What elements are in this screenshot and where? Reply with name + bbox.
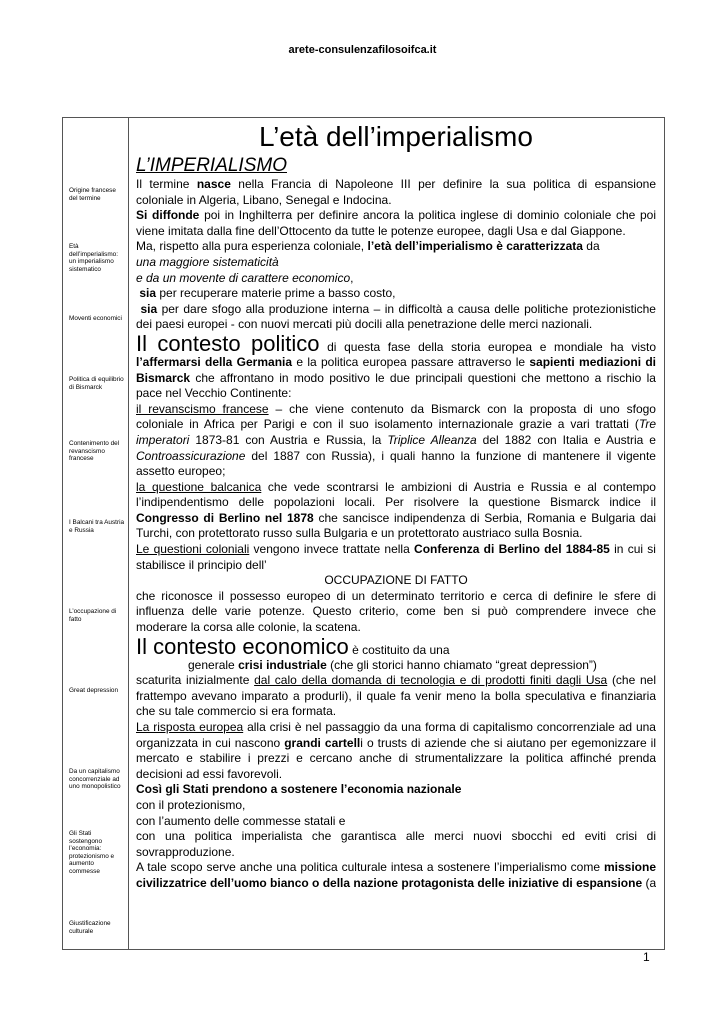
paragraph-line: Le questioni coloniali vengono invece trattate nella Conferenza di Berlino del 1884-85 in cui si [136, 542, 656, 557]
paragraph-line: e da un movente di carattere economico, [136, 270, 354, 285]
paragraph-line: con l’aumento delle commesse statali e [136, 813, 346, 828]
paragraph-line: pace nel Vecchio Continente: [136, 386, 292, 401]
paragraph-line: dei paesi europei - con nuovi mercati più docili alla penetrazione delle merci nazionali. [136, 317, 593, 332]
section-heading-line: Il contesto politico di questa fase della storia europea e mondiale ha visto [136, 332, 656, 355]
page-title: L’età dell’imperialismo [259, 121, 533, 152]
paragraph-line: coloniale in Algeria, Libano, Senegal e Indocina. [136, 192, 392, 207]
paragraph-line: stabilisce il principio dell’ [136, 557, 267, 572]
note-politica-equilibrio: Politica di equilibrio di Bismarck [69, 376, 124, 391]
paragraph-line: La risposta europea alla crisi è nel passaggio da una forma di capitalismo concorrenziale ad una [136, 720, 656, 734]
note-revanscismo: Contenimento del revanscismo francese [69, 440, 120, 463]
paragraph-line: Ma, rispetto alla pura esperienza coloniale, l’età dell’imperialismo è caratterizzata da [136, 239, 600, 254]
note-balcani: I Balcani tra Austria e Russia [69, 519, 125, 534]
note-origine: Origine francese del termine [69, 187, 116, 202]
paragraph-line: organizzata in cui nascono grandi cartelli o trusts di aziende che si aiutano per egemonizzare il [136, 735, 656, 750]
paragraph-line: con il protezionismo, [136, 797, 246, 812]
paragraph-line: influenza delle varie potenze. Questo criterio, come ben si può comprendere invece che [136, 604, 656, 619]
margin-divider [128, 118, 129, 949]
page-number: 1 [643, 950, 650, 964]
paragraph-line: scaturita inizialmente dal calo della domanda di tecnologia e di prodotti finiti dagli Usa (che nel [136, 673, 656, 688]
paragraph-line: la questione balcanica che vede scontrarsi le ambizioni di Austria e Russia e al contempo [136, 479, 656, 494]
paragraph-line: Bismarck che affrontano in modo positivo le due principali questioni che mettono a rischio la [136, 370, 656, 385]
paragraph-line: Così gli Stati prendono a sostenere l’economia nazionale [136, 782, 462, 797]
note-great-depression: Great depression [69, 687, 119, 694]
paragraph-line: sovrapproduzione. [136, 844, 235, 859]
paragraph-line: moderare la corsa alle colonie, la scatena. [136, 620, 361, 635]
paragraph-line: coloniale in Africa per Parigi e con il suo isolamento internazionale grazie a vari trattati (Tre [136, 417, 656, 432]
paragraph-line: Si diffonde poi in Inghilterra per definire ancora la politica inglese di dominio coloniale che poi [136, 208, 656, 223]
paragraph-line: viene imitata dalla fine dell’Ottocento da tutte le potenze europee, dagli Usa e dal Giappone. [136, 223, 626, 238]
paragraph-line: imperatori 1873-81 con Austria e Russia, la Triplice Alleanza del 1882 con Italia e Austria e [136, 432, 656, 447]
paragraph-line: Controassicurazione del 1887 con Russia), i quali hanno la funzione di mantenere il vigente [136, 448, 656, 463]
note-capitalismo: Da un capitalismo concorrenziale ad uno monopolistico [69, 768, 121, 791]
paragraph-line: assetto europeo; [136, 464, 226, 479]
paragraph-line: Congresso di Berlino nel 1878 che sancisce indipendenza di Serbia, Romania e Bulgaria dai [136, 510, 656, 525]
paragraph-line: mercato e stabilire i prezzi e cercano anche di strumentalizzare la politica affinché prenda [136, 751, 656, 766]
paragraph-line: Il termine nasce nella Francia di Napoleone III per definire la sua politica di espansione [136, 177, 656, 191]
note-stati: Gli Stati sostengono l’economia: protezionismo e aumento commesse [69, 830, 115, 875]
section-subtitle: L’IMPERIALISMO [136, 155, 287, 176]
section-heading: Il contesto economico [136, 635, 349, 658]
paragraph-line: sia per recuperare materie prime a basso costo, [139, 286, 396, 301]
section-heading: Il contesto politico [136, 332, 320, 355]
paragraph-line: A tale scopo serve anche una politica culturale intesa a sostenere l’imperialismo come missione [136, 860, 656, 875]
note-giustificazione: Giustificazione culturale [69, 920, 111, 935]
page-header: arete-consulenzafilosoifca.it [288, 44, 437, 56]
paragraph-line: con una politica imperialista che garantisca alle merci nuovi sbocchi ed eviti crisi di [136, 829, 656, 844]
paragraph-line: l’affermarsi della Germania e la politica europea passare attraverso le sapienti mediazioni di [136, 354, 656, 369]
main-content [136, 119, 656, 892]
paragraph-line: l’indipendentismo delle popolazioni locali. Per risolvere la questione Bismarck indice il [136, 495, 656, 510]
paragraph-line: una maggiore sistematicità [136, 254, 279, 269]
paragraph-line: sia per dare sfogo alla produzione interna – in difficoltà a causa delle politiche protezionistiche [140, 301, 656, 316]
paragraph-line: che riconosce il possesso europeo di un determinato territorio e cerca di definire le sfere di [136, 588, 656, 603]
paragraph-line: che su tale commercio si era formata. [136, 704, 337, 719]
paragraph-line: Turchi, con protettorato russo sulla Bulgaria e un protettorato austriaco sulla Bosnia. [136, 526, 583, 541]
paragraph-line: decisioni ad essi favorevoli. [136, 766, 283, 781]
note-moventi: Moventi economici [69, 315, 122, 322]
paragraph-line: frattempo avevano imparato a produrli), il quale fa venir meno la bolla speculativa e finanziaria [136, 688, 656, 703]
centered-line: OCCUPAZIONE DI FATTO [324, 573, 468, 588]
section-heading-line: Il contesto economico è costituito da una [136, 635, 450, 658]
note-imperialismo-sistematico: Età dell’imperialismo: un imperialismo sistematico [69, 243, 119, 273]
paragraph-line: il revanscismo francese – che viene contenuto da Bismarck con la proposta di uno sfogo [136, 401, 656, 416]
note-occupazione: L’occupazione di fatto [69, 608, 117, 623]
paragraph-line: civilizzatrice dell’uomo bianco o della nazione protagonista delle iniziative di espansione (a [136, 875, 656, 890]
paragraph-line: generale crisi industriale (che gli storici hanno chiamato “great depression”) [188, 657, 597, 672]
